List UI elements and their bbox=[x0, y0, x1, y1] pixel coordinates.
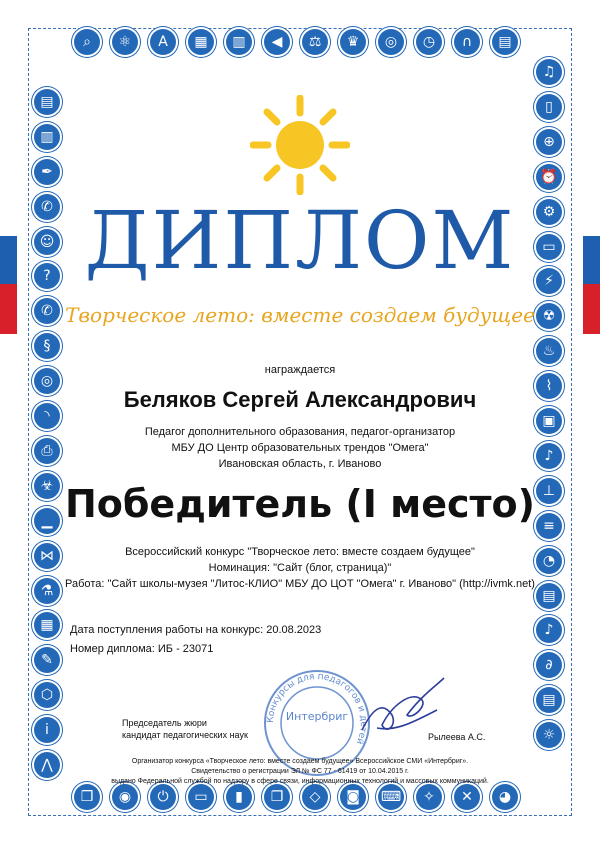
pen-icon: ✒ bbox=[34, 159, 60, 185]
clipboard-icon: ▥ bbox=[34, 124, 60, 150]
microscope-icon: ✆ bbox=[34, 194, 60, 220]
ruler-icon: ▤ bbox=[492, 29, 518, 55]
atom-icon: ⚛ bbox=[112, 29, 138, 55]
recipient-name: Беляков Сергей Александрович bbox=[123, 387, 477, 412]
globe-icon: ◎ bbox=[378, 29, 404, 55]
chair-line: Председатель жюри bbox=[122, 718, 207, 728]
nomination-line: Номинация: "Сайт (блог, страница)" bbox=[208, 562, 392, 574]
calculator-icon: ▦ bbox=[34, 612, 60, 638]
job-line: МБУ ДО Центр образовательных трендов "Омега" bbox=[171, 442, 429, 454]
dna-icon: § bbox=[34, 333, 60, 359]
search-icon: ⌕ bbox=[74, 29, 100, 55]
web-icon: ⊕ bbox=[536, 129, 562, 155]
microscope-icon: ✆ bbox=[34, 298, 60, 324]
graph-icon: ▁ bbox=[34, 508, 60, 534]
phone-icon: ▯ bbox=[536, 94, 562, 120]
compass-icon: ✧ bbox=[416, 784, 442, 810]
bell-icon: ♪ bbox=[536, 617, 562, 643]
globe-icon: ◎ bbox=[34, 368, 60, 394]
svg-text:Конкурсы для педагогов и детей: Конкурсы для педагогов и детей bbox=[265, 671, 369, 746]
users-icon: ☺ bbox=[34, 229, 60, 255]
document-icon: ▤ bbox=[34, 89, 60, 115]
clock-icon: ◔ bbox=[536, 548, 562, 574]
ruler-icon: ▤ bbox=[536, 583, 562, 609]
svg-text:Интербриг: Интербриг bbox=[285, 710, 349, 723]
contest-line: Всероссийский конкурс "Творческое лето: вместе создаем будущее" bbox=[125, 546, 475, 558]
submission-date: Дата поступления работы на конкурс: 20.08.2023 bbox=[70, 624, 322, 636]
printer-icon: ⎙ bbox=[34, 438, 60, 464]
megaphone-icon: ◀ bbox=[264, 29, 290, 55]
job-line: Ивановская область, г. Иваново bbox=[218, 458, 382, 470]
organizer-line: Свидетельство о регистрации ЭЛ № ФС 77 - 61419 от 10.04.2015 г. bbox=[191, 768, 409, 775]
trophy-icon: ♛ bbox=[340, 29, 366, 55]
radiation-icon: ☢ bbox=[536, 303, 562, 329]
organizer-line: Организатор конкурса «Творческое лето: вместе создаем будущее» Всероссийское СМИ «Интербриг». bbox=[131, 758, 469, 765]
book-icon: ▮ bbox=[226, 784, 252, 810]
mp3-icon: ♪ bbox=[536, 443, 562, 469]
contest-info bbox=[0, 544, 600, 592]
share-icon: ⋈ bbox=[34, 543, 60, 569]
scales-icon: ⚖ bbox=[302, 29, 328, 55]
help-icon: ? bbox=[34, 263, 60, 289]
flask-icon: ⚗ bbox=[34, 578, 60, 604]
chair-name: Рылеева А.С. bbox=[428, 732, 486, 742]
awarded-label: награждается bbox=[264, 364, 336, 376]
info-icon: i bbox=[34, 717, 60, 743]
lightning-icon: ⚡ bbox=[536, 268, 562, 294]
pencil-icon: ✎ bbox=[34, 647, 60, 673]
lightbulb-icon: ☼ bbox=[536, 722, 562, 748]
joystick-icon: ⊥ bbox=[536, 478, 562, 504]
job-line: Педагог дополнительного образования, педагог-организатор bbox=[144, 426, 456, 438]
font-icon: A bbox=[150, 29, 176, 55]
calendar-icon: ▦ bbox=[188, 29, 214, 55]
copy-icon: ❐ bbox=[264, 784, 290, 810]
microphone-icon: ◉ bbox=[112, 784, 138, 810]
work-line: Работа: "Сайт школы-музея "Литос-КЛИО" МБУ ДО ЦОТ "Омега" г. Иваново" (http://ivmk.net) bbox=[65, 578, 535, 590]
equalizer-icon: ≡ bbox=[536, 513, 562, 539]
keyboard-icon: ⌨ bbox=[378, 784, 404, 810]
chair-line: кандидат педагогических наук bbox=[122, 730, 248, 740]
diploma-number: Номер диплома: ИБ - 23071 bbox=[70, 643, 214, 655]
diploma-title: ДИПЛОМ bbox=[84, 194, 516, 287]
result-title: Победитель (I место) bbox=[64, 482, 535, 526]
music-icon: ♫ bbox=[536, 59, 562, 85]
book-open-icon: ❒ bbox=[74, 784, 100, 810]
recipient-position bbox=[0, 424, 600, 472]
biohazard-icon: ☣ bbox=[34, 473, 60, 499]
alarm-icon: ⏰ bbox=[536, 164, 562, 190]
organizer-info bbox=[100, 757, 500, 787]
chart-icon: ▥ bbox=[226, 29, 252, 55]
ticket-icon: ▣ bbox=[536, 408, 562, 434]
compass-draw-icon: ⋀ bbox=[34, 752, 60, 778]
sun-icon bbox=[250, 95, 350, 195]
cardiogram-icon: ⌇ bbox=[536, 373, 562, 399]
diploma-subtitle: Творческое лето: вместе создаем будущее bbox=[65, 303, 535, 327]
battery-icon: ▭ bbox=[536, 234, 562, 260]
organizer-line: выдано Федеральной службой по надзору в сфере связи, информационных технологий и массовых коммуникаций. bbox=[111, 778, 489, 785]
rss-icon: ◝ bbox=[34, 403, 60, 429]
battery-icon: ▭ bbox=[188, 784, 214, 810]
gears-icon: ⚙ bbox=[536, 199, 562, 225]
document-icon: ▤ bbox=[536, 687, 562, 713]
stopwatch-icon: ◷ bbox=[416, 29, 442, 55]
palette-icon: ◕ bbox=[492, 784, 518, 810]
chair-title bbox=[122, 717, 248, 741]
dropbox-icon: ◇ bbox=[302, 784, 328, 810]
magnet-icon: ∩ bbox=[454, 29, 480, 55]
mouse-icon: ◙ bbox=[340, 784, 366, 810]
power-icon: ⏻ bbox=[150, 784, 176, 810]
molecule-icon: ⬡ bbox=[34, 682, 60, 708]
paperclip-icon: ∂ bbox=[536, 652, 562, 678]
fire-icon: ♨ bbox=[536, 338, 562, 364]
tools-icon: ✕ bbox=[454, 784, 480, 810]
